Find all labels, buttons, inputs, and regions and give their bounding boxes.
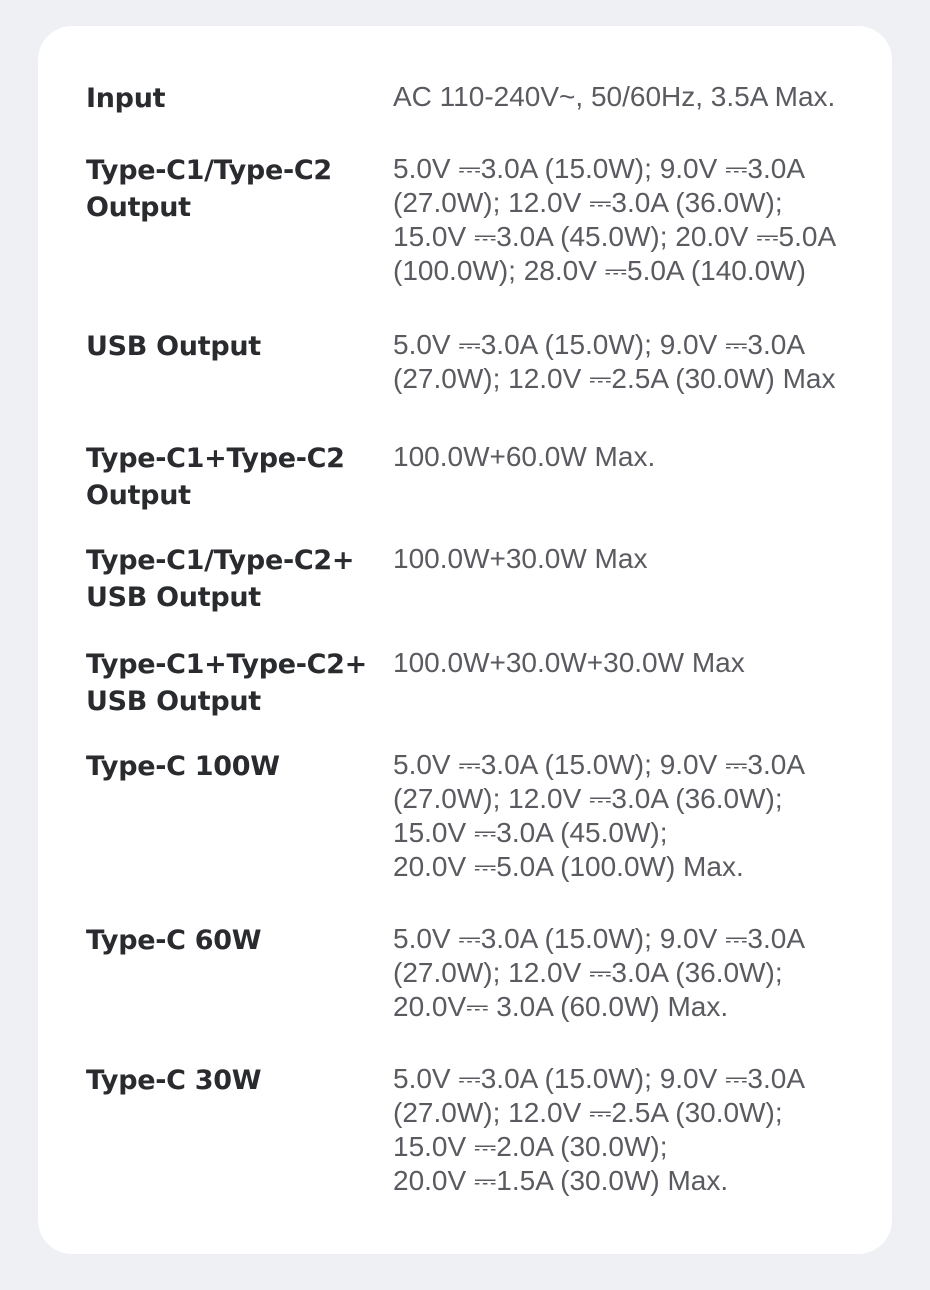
spec-label (86, 440, 386, 514)
spec-value (393, 440, 883, 474)
spec-label (86, 328, 386, 365)
spec-label-line: USB Output (86, 331, 261, 362)
spec-value-line: 15.0V ⎓2.0A (30.0W); (393, 1131, 668, 1162)
spec-label-line: Type-C1+Type-C2 (86, 443, 345, 474)
spec-label (86, 646, 386, 720)
spec-value-line: (27.0W); 12.0V ⎓2.5A (30.0W); (393, 1097, 783, 1128)
spec-value-line: AC 110-240V~, 50/60Hz, 3.5A Max. (393, 81, 836, 112)
spec-label-line: USB Output (86, 582, 261, 613)
spec-value-line: 100.0W+30.0W+30.0W Max (393, 647, 745, 678)
spec-value-line: 15.0V ⎓3.0A (45.0W); 20.0V ⎓5.0A (393, 221, 837, 252)
spec-label-line: Output (86, 480, 191, 511)
spec-label (86, 80, 386, 117)
spec-value-line: 100.0W+60.0W Max. (393, 441, 656, 472)
spec-value (393, 542, 883, 576)
spec-value-line: 15.0V ⎓3.0A (45.0W); (393, 817, 668, 848)
spec-label-line: Type-C 60W (86, 925, 262, 956)
spec-value-line: 5.0V ⎓3.0A (15.0W); 9.0V ⎓3.0A (393, 1063, 806, 1094)
spec-label-line: Type-C1/Type-C2 (86, 155, 332, 186)
spec-label-line: Type-C 30W (86, 1065, 262, 1096)
spec-label-line: Output (86, 192, 191, 223)
spec-label (86, 152, 386, 226)
spec-value (393, 646, 883, 680)
spec-value (393, 328, 883, 396)
spec-value-line: 20.0V ⎓1.5A (30.0W) Max. (393, 1165, 729, 1196)
spec-label-line: USB Output (86, 686, 261, 717)
spec-value-line: 5.0V ⎓3.0A (15.0W); 9.0V ⎓3.0A (393, 153, 806, 184)
spec-value-line: 5.0V ⎓3.0A (15.0W); 9.0V ⎓3.0A (393, 923, 806, 954)
spec-value-line: (27.0W); 12.0V ⎓3.0A (36.0W); (393, 187, 783, 218)
spec-label (86, 748, 386, 785)
spec-value (393, 748, 883, 884)
spec-value (393, 922, 883, 1024)
spec-value-line: 20.0V ⎓5.0A (100.0W) Max. (393, 851, 744, 882)
spec-card (38, 26, 892, 1254)
spec-label (86, 1062, 386, 1099)
spec-value-line: 5.0V ⎓3.0A (15.0W); 9.0V ⎓3.0A (393, 749, 806, 780)
spec-value-line: 20.0V⎓ 3.0A (60.0W) Max. (393, 991, 729, 1022)
spec-value-line: (27.0W); 12.0V ⎓3.0A (36.0W); (393, 783, 783, 814)
spec-value-line: (100.0W); 28.0V ⎓5.0A (140.0W) (393, 255, 806, 286)
spec-value-line: (27.0W); 12.0V ⎓2.5A (30.0W) Max (393, 363, 836, 394)
spec-value (393, 80, 883, 114)
spec-label-line: Type-C1+Type-C2+ (86, 649, 367, 680)
spec-value-line: 100.0W+30.0W Max (393, 543, 648, 574)
spec-label (86, 922, 386, 959)
spec-value-line: 5.0V ⎓3.0A (15.0W); 9.0V ⎓3.0A (393, 329, 806, 360)
spec-value-line: (27.0W); 12.0V ⎓3.0A (36.0W); (393, 957, 783, 988)
spec-label-line: Input (86, 83, 166, 114)
spec-label-line: Type-C1/Type-C2+ (86, 545, 355, 576)
spec-value (393, 1062, 883, 1198)
spec-label-line: Type-C 100W (86, 751, 280, 782)
spec-label (86, 542, 386, 616)
spec-value (393, 152, 883, 288)
